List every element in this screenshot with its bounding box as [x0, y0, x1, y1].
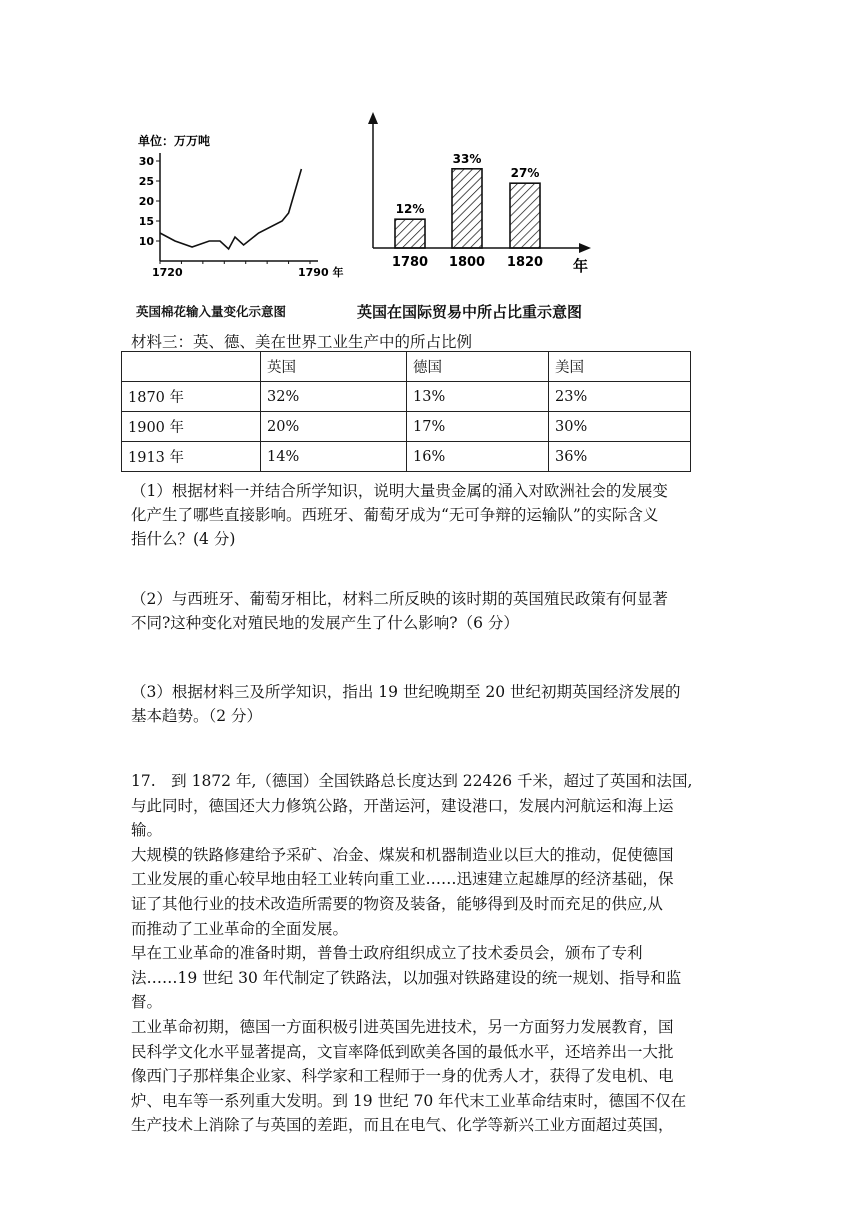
- table-cell: 1900 年: [122, 412, 261, 442]
- q17-line: 输。: [131, 821, 163, 840]
- chart2-value-label: 27%: [510, 166, 540, 181]
- q17-line: 督。: [131, 993, 163, 1012]
- q17-line: 而推动了工业革命的全面发展。: [131, 919, 349, 938]
- chart1-y-tick-label: 15: [138, 215, 154, 228]
- question-17: [131, 769, 692, 1138]
- question-line: （3）根据材料三及所学知识，指出 19 世纪晚期至 20 世纪初期英国经济发展的: [131, 683, 681, 701]
- table-cell: 20%: [261, 412, 407, 442]
- q17-line: 工业发展的重心较早地由轻工业转向重工业……迅速建立起雄厚的经济基础，保: [131, 870, 674, 889]
- chart1-x-label-start: 1720: [152, 266, 183, 279]
- chart2-category-label: 1820: [506, 255, 544, 270]
- trade-share-chart: [355, 108, 605, 276]
- chart2-category-label: 1800: [448, 255, 486, 270]
- q17-line: 工业革命初期，德国一方面积极引进英国先进技术，另一方面努力发展教育，国: [131, 1017, 674, 1036]
- table-header-row: [122, 352, 691, 382]
- table-cell: 16%: [407, 442, 549, 472]
- table-cell: 36%: [549, 442, 691, 472]
- question-line: 化产生了哪些直接影响。西班牙、葡萄牙成为“无可争辩的运输队”的实际含义: [131, 506, 659, 524]
- question-line: （2）与西班牙、葡萄牙相比，材料二所反映的该时期的英国殖民政策有何显著: [131, 590, 668, 608]
- industry-share-table: [121, 351, 691, 472]
- chart2-value-label: 12%: [395, 202, 425, 217]
- q17-line: 像西门子那样集企业家、科学家和工程师于一身的优秀人才，获得了发电机、电: [131, 1067, 674, 1086]
- chart1-x-label-end: 1790 年: [298, 266, 344, 279]
- question-1: [131, 479, 668, 551]
- table-header-cell: 英国: [261, 352, 407, 382]
- table-cell: 1870 年: [122, 382, 261, 412]
- q17-line: 生产技术上消除了与英国的差距，而且在电气、化学等新兴工业方面超过英国，: [131, 1116, 674, 1135]
- chart1-y-tick-label: 20: [138, 195, 154, 208]
- cotton-import-chart: [130, 125, 360, 285]
- table-cell: 13%: [407, 382, 549, 412]
- table-cell: 14%: [261, 442, 407, 472]
- chart2-category-label: 1780: [391, 255, 429, 270]
- chart2-bar: [510, 183, 540, 248]
- table-cell: 1913 年: [122, 442, 261, 472]
- q17-line: 早在工业革命的准备时期，普鲁士政府组织成立了技术委员会，颁布了专利: [131, 944, 643, 963]
- table-header-cell: 德国: [407, 352, 549, 382]
- chart2-x-arrow: [579, 243, 591, 253]
- table-cell: 17%: [407, 412, 549, 442]
- table-row: [122, 382, 691, 412]
- chart2-bar: [395, 219, 425, 248]
- table-header-cell: 美国: [549, 352, 691, 382]
- question-3: [131, 680, 681, 728]
- chart1-y-tick-label: 10: [138, 235, 154, 248]
- q17-line: 证了其他行业的技术改造所需要的物资及装备，能够得到及时而充足的供应,从: [131, 894, 663, 913]
- table-row: [122, 442, 691, 472]
- q17-line: 炉、电车等一系列重大发明。到 19 世纪 70 年代末工业革命结束时，德国不仅在: [131, 1091, 687, 1110]
- question-line: 基本趋势。（2 分）: [131, 707, 263, 725]
- q17-line: 民科学文化水平显著提高，文盲率降低到欧美各国的最低水平，还培养出一大批: [131, 1042, 674, 1061]
- q17-line: 法……19 世纪 30 年代制定了铁路法，以加强对铁路建设的统一规划、指导和监: [131, 968, 682, 987]
- q17-line: 大规模的铁路修建给予采矿、冶金、煤炭和机器制造业以巨大的推动，促使德国: [131, 845, 674, 864]
- chart1-y-tick-label: 30: [138, 155, 154, 168]
- material3-title: 材料三：英、德、美在世界工业生产中的所占比例: [131, 333, 473, 351]
- chart2-x-axis-label: 年: [573, 257, 589, 275]
- chart1-y-tick-label: 25: [138, 175, 154, 188]
- q17-line: 17. 到 1872 年,（德国）全国铁路总长度达到 22426 千米，超过了英国和法国,: [131, 772, 693, 790]
- chart2-bar: [452, 169, 482, 248]
- chart2-y-arrow: [368, 112, 378, 124]
- question-line: 不同?这种变化对殖民地的发展产生了什么影响?（6 分）: [131, 614, 519, 632]
- q17-line: 与此同时，德国还大力修筑公路，开凿运河，建设港口，发展内河航运和海上运: [131, 796, 674, 815]
- chart1-unit-label: 单位：万万吨: [138, 134, 211, 148]
- question-2: [131, 587, 668, 635]
- question-line: （1）根据材料一并结合所学知识，说明大量贵金属的涌入对欧洲社会的发展变: [131, 482, 668, 500]
- chart1-title: 英国棉花输入量变化示意图: [136, 304, 287, 319]
- table-header-cell: [122, 352, 261, 382]
- question-line: 指什么？(4 分): [131, 530, 236, 548]
- table-row: [122, 412, 691, 442]
- table-cell: 30%: [549, 412, 691, 442]
- chart2-title: 英国在国际贸易中所占比重示意图: [357, 303, 583, 321]
- chart1-series-line: [160, 169, 301, 249]
- chart2-value-label: 33%: [452, 151, 482, 166]
- table-cell: 23%: [549, 382, 691, 412]
- table-cell: 32%: [261, 382, 407, 412]
